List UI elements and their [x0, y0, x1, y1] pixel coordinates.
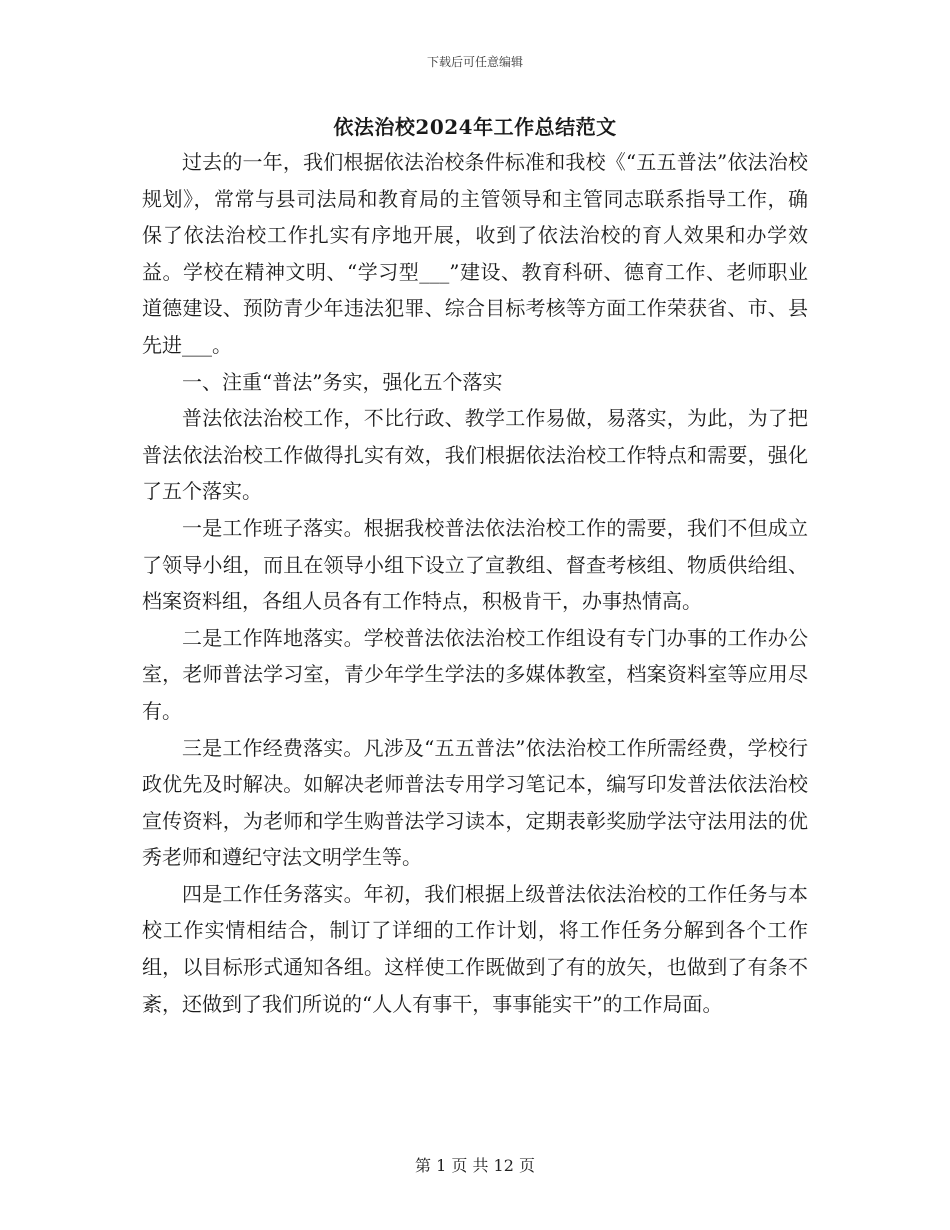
paragraph-team-implementation: 一是工作班子落实。根据我校普法依法治校工作的需要，我们不但成立了领导小组，而且在领导小组下设立了宣教组、督查考核组、物质供给组、档案资料组，各组人员各有工作特点，积极肯干，办事热情高。 [142, 515, 808, 614]
document-body [142, 144, 808, 1022]
page-header-note: 下载后可任意编辑 [426, 55, 523, 69]
paragraph-task-implementation: 四是工作任务落实。年初，我们根据上级普法依法治校的工作任务与本校工作实情相结合，制订了详细的工作计划，将工作任务分解到各个工作组，以目标形式通知各组。这样使工作既做到了有的放矢，也做到了有条不紊，还做到了我们所说的“人人有事干，事事能实干”的工作局面。 [142, 881, 808, 1016]
document-title: 依法治校2024年工作总结范文 [333, 115, 617, 139]
paragraph-funding-implementation: 三是工作经费落实。凡涉及“五五普法”依法治校工作所需经费，学校行政优先及时解决。如解决老师普法专用学习笔记本，编写印发普法依法治校宣传资料，为老师和学生购普法学习读本，定期表彰奖励学法守法用法的优秀老师和遵纪守法文明学生等。 [142, 735, 808, 870]
section-heading-1: 一、注重“普法”务实，强化五个落实 [182, 369, 503, 394]
page-number: 第 1 页 共 12 页 [415, 1156, 535, 1175]
paragraph-venue-implementation: 二是工作阵地落实。学校普法依法治校工作组设有专门办事的工作办公室，老师普法学习室，青少年学生学法的多媒体教室，档案资料室等应用尽有。 [142, 625, 808, 723]
paragraph-five-implementations: 普法依法治校工作，不比行政、教学工作易做，易落实，为此，为了把普法依法治校工作做得扎实有效，我们根据依法治校工作特点和需要，强化了五个落实。 [142, 406, 808, 504]
paragraph-intro: 过去的一年，我们根据依法治校条件标准和我校《“五五普法”依法治校规划》，常常与县司法局和教育局的主管领导和主管同志联系指导工作，确保了依法治校工作扎实有序地开展，收到了依法治校的育人效果和办学效益。学校在精神文明、“学习型___”建设、教育科研、德育工作、老师职业道德建设、预防青少年违法犯罪、综合目标考核等方面工作荣获省、市、县先进___。 [142, 150, 808, 357]
